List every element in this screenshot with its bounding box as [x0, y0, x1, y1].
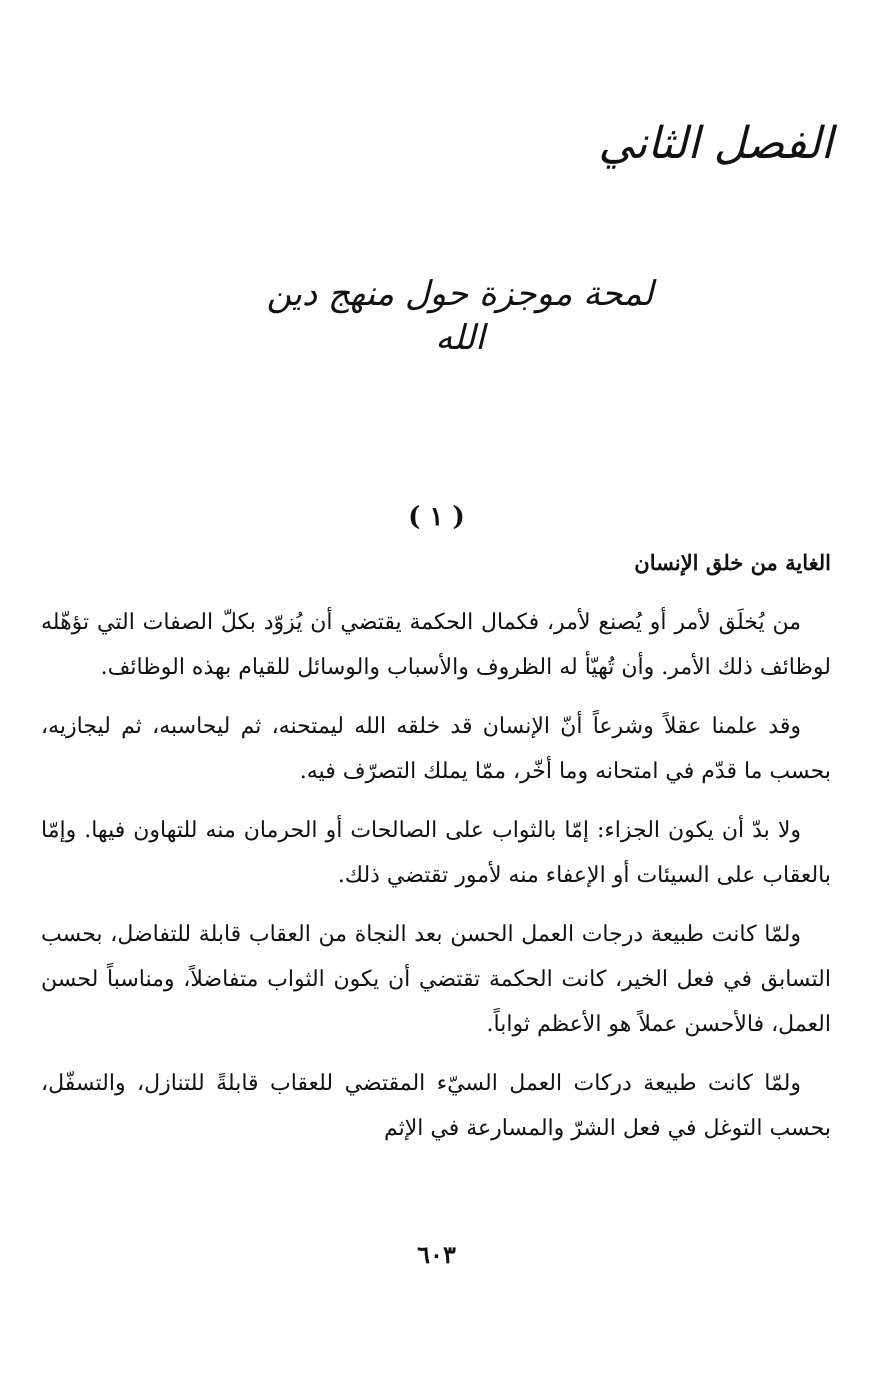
paragraph: ولمّا كانت طبيعة درجات العمل الحسن بعد النجاة من العقاب قابلة للتفاضل، بحسب التسابق في فعل الخير، كانت الحكمة تقتضي أن يكون الثواب متفاضلاً، ومناسباً لحسن العمل، فالأحسن عملاً هو الأعظم ثواباً.: [41, 922, 831, 1037]
page-number: ٦٠٣: [417, 1240, 456, 1269]
paragraph: من يُخلَق لأمر أو يُصنع لأمر، فكمال الحكمة يقتضي أن يُزوّد بكلّ الصفات التي تؤهّله لوظائف ذلك الأمر. وأن تُهيّأ له الظروف والأسباب والوسائل للقيام بهذه الوظائف.: [41, 610, 831, 680]
section-heading: الغاية من خلق الإنسان: [634, 550, 831, 575]
paragraph: ولمّا كانت طبيعة دركات العمل السيّء المقتضي للعقاب قابلةً للتنازل، والتسفّل، بحسب التوغل في فعل الشرّ والمسارعة في الإثم: [41, 1071, 831, 1141]
section-number: ( ١ ): [408, 502, 465, 532]
chapter-title: الفصل الثاني: [598, 118, 833, 169]
chapter-subtitle: لمحة موجزة حول منهج دين الله: [266, 274, 654, 359]
body-text: [41, 600, 831, 1165]
paragraph: وقد علمنا عقلاً وشرعاً أنّ الإنسان قد خلقه الله ليمتحنه، ثم ليحاسبه، ثم ليجازيه، بحسب ما قدّم في امتحانه وما أخّر، ممّا يملك التصرّف فيه.: [41, 714, 831, 784]
paragraph: ولا بدّ أن يكون الجزاء: إمّا بالثواب على الصالحات أو الحرمان منه للتهاون فيها. وإمّا بالعقاب على السيئات أو الإعفاء منه لأمور تقتضي ذلك.: [41, 818, 831, 888]
